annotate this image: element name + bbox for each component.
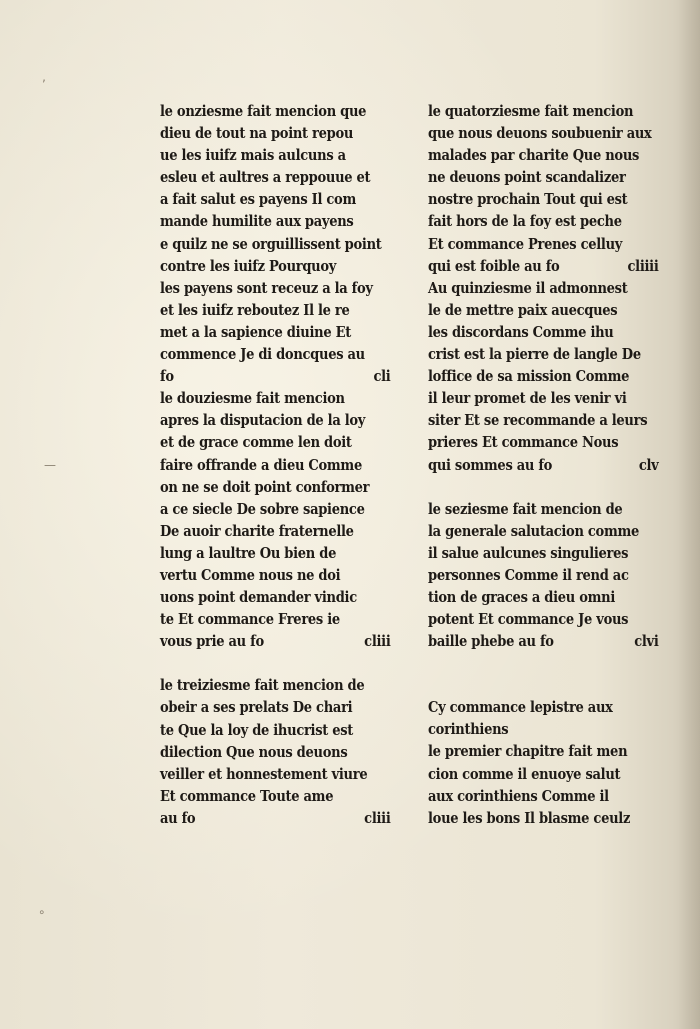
text-line: les payens sont receuz a la foy <box>160 278 373 297</box>
text-line: lung a laultre Ou bien de <box>160 543 337 562</box>
text-line: uons point demander vindic <box>160 588 357 607</box>
text-line: e quilz ne se orguillissent point <box>160 234 382 253</box>
text-line: veiller et honnestement viure <box>160 764 368 783</box>
margin-mark: ‚ <box>42 70 46 84</box>
text-line: a fait salut es payens Il com <box>160 190 356 209</box>
text-line: siter Et se recommande a leurs <box>428 411 648 430</box>
text-line: obeir a ses prelats De chari <box>160 698 353 717</box>
text-line: tion de graces a dieu omni <box>428 587 616 606</box>
right-text-column <box>428 100 658 829</box>
text-line: potent Et commance Je vous <box>428 610 629 629</box>
text-line: commence Je di doncques au <box>160 345 365 364</box>
text-line: crist est la pierre de langle De <box>428 345 641 364</box>
text-line: faire offrande a dieu Comme <box>160 455 362 474</box>
text-line: loue les bons Il blasme ceulz <box>428 808 631 827</box>
left-text-column <box>160 100 390 829</box>
folio-number: cli <box>373 367 391 386</box>
text-line: aux corinthiens Comme il <box>428 786 609 805</box>
text-line: qui est foible au fo cliiii <box>428 255 658 277</box>
text-line: vertu Comme nous ne doi <box>160 565 341 584</box>
text-line: Et commance Toute ame <box>160 786 334 805</box>
margin-mark: ∘ <box>38 905 46 919</box>
text-line: mande humilite aux payens <box>160 212 354 231</box>
text-line: ue les iuifz mais aulcuns a <box>160 146 346 165</box>
text-line: malades par charite Que nous <box>428 146 640 165</box>
text-line: qui sommes au fo clv <box>428 454 658 476</box>
text-line: la generale salutacion comme <box>428 521 640 540</box>
text-line: baille phebe au fo clvi <box>428 630 658 652</box>
folio-number: clvi <box>634 632 659 651</box>
text-line: au fo cliii <box>160 807 390 829</box>
text-line: Au quinziesme il admonnest <box>428 278 628 297</box>
text-line: vous prie au fo cliii <box>160 630 390 652</box>
text-line: et de grace comme len doit <box>160 433 352 452</box>
text-line: fait hors de la foy est peche <box>428 212 622 231</box>
text-line: dieu de tout na point repou <box>160 124 354 143</box>
text-line: corinthiens <box>428 720 509 739</box>
text-line: le treiziesme fait mencion de <box>160 676 365 695</box>
text-line: prieres Et commance Nous <box>428 433 619 452</box>
text-line: apres la disputacion de la loy <box>160 411 366 430</box>
text-line: que nous deuons soubuenir aux <box>428 124 652 143</box>
text-line: personnes Comme il rend ac <box>428 565 629 584</box>
text-line: le douziesme fait mencion <box>160 389 345 408</box>
page-edge-shadow <box>678 0 700 1029</box>
text-line: les discordans Comme ihu <box>428 322 614 341</box>
text-line: il leur promet de les venir vi <box>428 389 627 408</box>
text-line: contre les iuifz Pourquoy <box>160 256 337 275</box>
text-line: le seziesme fait mencion de <box>428 499 623 518</box>
text-line: le quatorziesme fait mencion <box>428 102 634 120</box>
text-line: le onziesme fait mencion que <box>160 102 367 120</box>
text-line: le premier chapitre fait men <box>428 742 628 761</box>
text-line: te Que la loy de ihucrist est <box>160 720 354 739</box>
text-line: te Et commance Freres ie <box>160 610 340 629</box>
margin-mark: — <box>44 458 56 472</box>
text-line: De auoir charite fraternelle <box>160 521 354 540</box>
folio-number: clv <box>638 455 659 474</box>
text-line: il salue aulcunes singulieres <box>428 543 629 562</box>
folio-number: cliii <box>364 632 391 651</box>
text-line: le de mettre paix auecques <box>428 300 618 319</box>
text-line: et les iuifz reboutez Il le re <box>160 300 350 319</box>
text-line: ne deuons point scandalizer <box>428 168 626 187</box>
folio-number: cliii <box>364 808 391 827</box>
folio-number: cliiii <box>627 256 659 275</box>
text-line: esleu et aultres a reppouue et <box>160 168 371 187</box>
text-line: fo cli <box>160 365 390 387</box>
text-line: Cy commance lepistre aux <box>428 698 613 717</box>
text-line: Et commance Prenes celluy <box>428 234 623 253</box>
text-line: cion comme il enuoye salut <box>428 764 621 783</box>
text-line: a ce siecle De sobre sapience <box>160 499 365 518</box>
text-line: loffice de sa mission Comme <box>428 367 630 386</box>
text-line: on ne se doit point conformer <box>160 477 370 496</box>
text-line: dilection Que nous deuons <box>160 742 348 761</box>
text-line: nostre prochain Tout qui est <box>428 190 628 209</box>
text-line: met a la sapience diuine Et <box>160 322 351 341</box>
